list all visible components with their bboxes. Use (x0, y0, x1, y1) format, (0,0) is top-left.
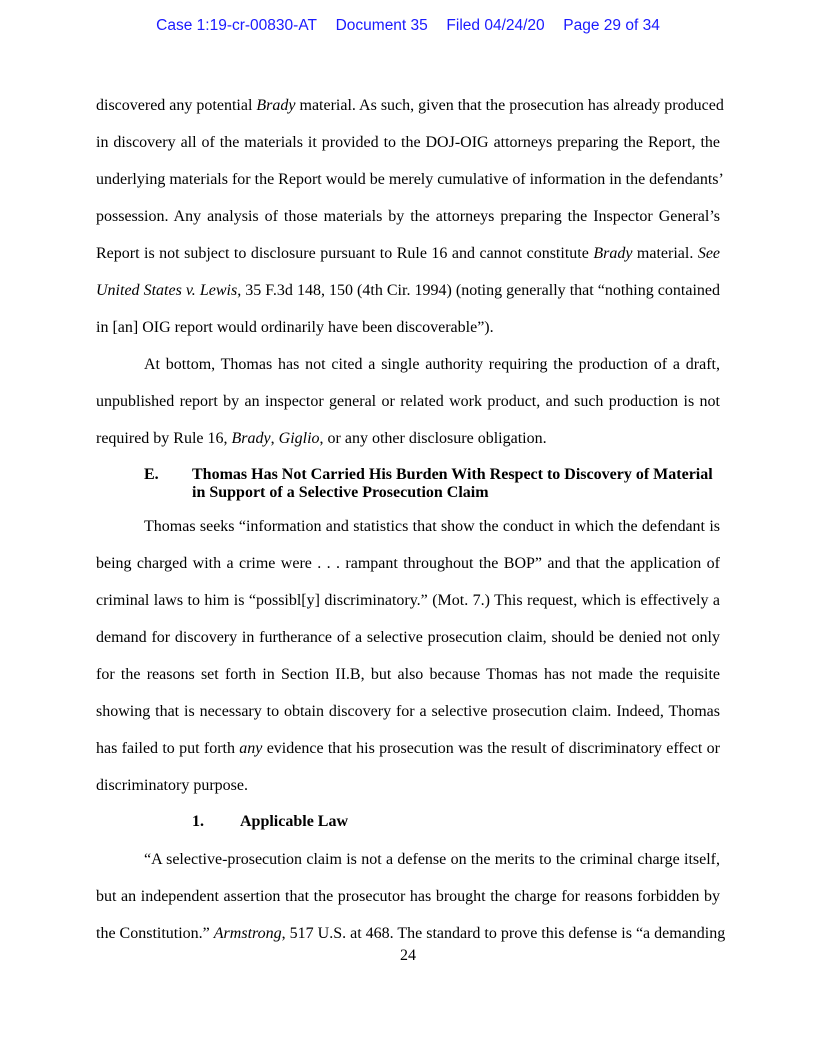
section-heading-title: in Support of a Selective Prosecution Claim (192, 484, 489, 501)
body-line: required by Rule 16, Brady, Giglio, or any other disclosure obligation. (96, 430, 547, 447)
ecf-header (0, 17, 816, 35)
page-number: 24 (400, 947, 416, 964)
filed-date: Filed 04/24/20 (446, 17, 545, 34)
body-line: in [an] OIG report would ordinarily have been discoverable”). (96, 319, 494, 336)
subsection-heading-title: Applicable Law (240, 813, 349, 830)
body-line: for the reasons set forth in Section II.B, but also because Thomas has not made the requisite (96, 666, 720, 683)
case-number: Case 1:19-cr-00830-AT (156, 17, 317, 34)
subsection-heading-marker: 1. (192, 813, 204, 830)
body-line: United States v. Lewis, 35 F.3d 148, 150 (4th Cir. 1994) (noting generally that “nothing contained (96, 282, 721, 299)
body-line: in discovery all of the materials it provided to the DOJ-OIG attorneys preparing the Report, the (96, 134, 720, 151)
page-of-total: Page 29 of 34 (563, 17, 660, 34)
section-heading-marker: E. (144, 466, 159, 483)
body-line: discovered any potential Brady material. As such, given that the prosecution has already produced (96, 97, 724, 114)
body-line: possession. Any analysis of those materials by the attorneys preparing the Inspector General’s (96, 208, 720, 225)
document-number: Document 35 (335, 17, 428, 34)
body-line: has failed to put forth any evidence that his prosecution was the result of discriminatory effect or (96, 740, 720, 757)
body-line: demand for discovery in furtherance of a selective prosecution claim, should be denied not only (96, 629, 720, 646)
body-line: criminal laws to him is “possibl[y] discriminatory.” (Mot. 7.) This request, which is effectively a (96, 592, 720, 609)
body-line: underlying materials for the Report would be merely cumulative of information in the defendants’ (96, 171, 724, 188)
body-line: showing that is necessary to obtain discovery for a selective prosecution claim. Indeed, Thomas (96, 703, 720, 720)
body-line: the Constitution.” Armstrong, 517 U.S. at 468. The standard to prove this defense is “a demanding (96, 925, 726, 942)
section-heading-title: Thomas Has Not Carried His Burden With Respect to Discovery of Material (192, 466, 713, 483)
body-line: Thomas seeks “information and statistics that show the conduct in which the defendant is (144, 518, 720, 535)
body-line: being charged with a crime were . . . rampant throughout the BOP” and that the application of (96, 555, 720, 572)
body-line: Report is not subject to disclosure pursuant to Rule 16 and cannot constitute Brady material. See (96, 245, 721, 262)
body-line: unpublished report by an inspector general or related work product, and such production is not (96, 393, 720, 410)
body-line: At bottom, Thomas has not cited a single authority requiring the production of a draft, (144, 356, 720, 373)
body-line: “A selective-prosecution claim is not a defense on the merits to the criminal charge itself, (144, 851, 720, 868)
body-line: discriminatory purpose. (96, 777, 248, 794)
body-line: but an independent assertion that the prosecutor has brought the charge for reasons forbidden by (96, 888, 720, 905)
